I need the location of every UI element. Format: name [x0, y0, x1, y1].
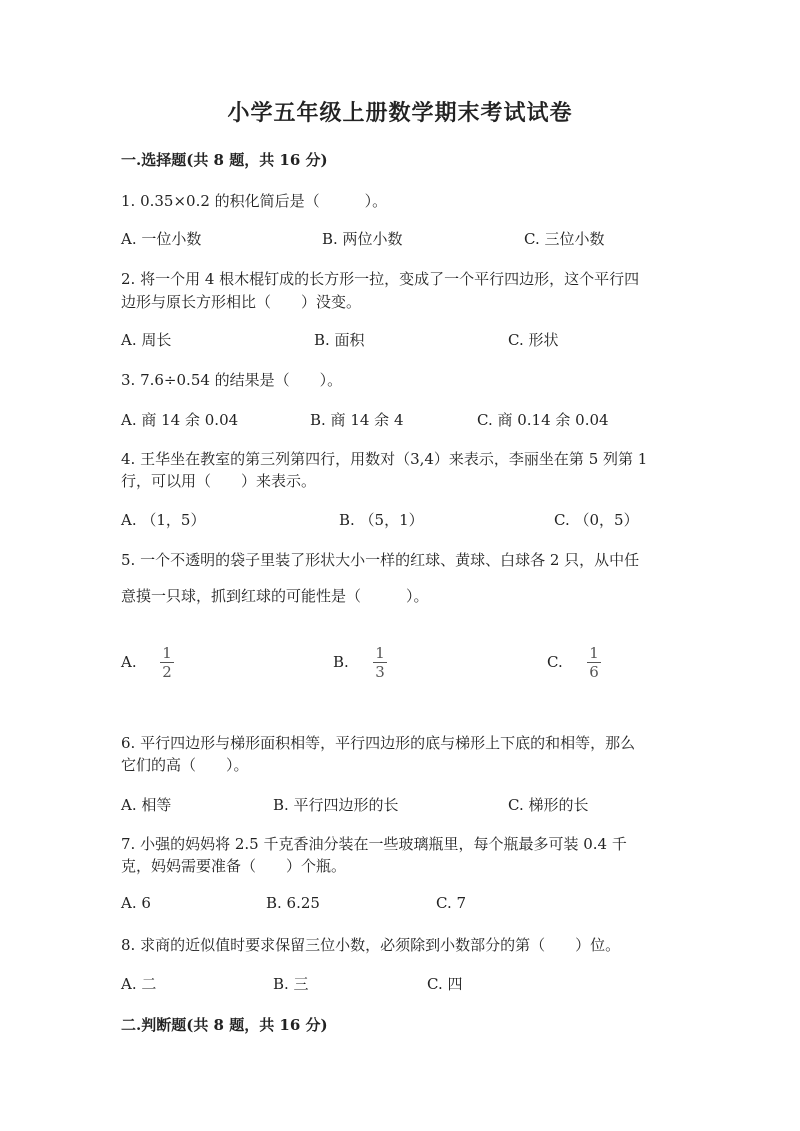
question-8-text: 8. 求商的近似值时要求保留三位小数，必须除到小数部分的第（ ）位。	[121, 936, 621, 954]
question-6-text-line2: 它们的高（ ）。	[121, 756, 249, 774]
question-5-option-a-fraction	[160, 645, 174, 680]
question-5-option-c-label: C.	[547, 653, 563, 671]
question-2-option-c: C. 形状	[508, 331, 559, 349]
section-heading-choice: 一.选择题(共 8 题，共 16 分)	[121, 151, 328, 169]
question-5-option-b-fraction	[373, 645, 387, 680]
question-2-option-b: B. 面积	[314, 331, 365, 349]
question-4-option-c: C. （0，5）	[554, 511, 639, 529]
fraction-denominator: 3	[375, 663, 385, 681]
question-1-text: 1. 0.35×0.2 的积化简后是（ ）。	[121, 192, 388, 210]
fraction-denominator: 6	[589, 663, 599, 681]
question-3-option-a: A. 商 14 余 0.04	[121, 411, 239, 429]
question-5-option-c-fraction	[587, 645, 601, 680]
question-8-option-c: C. 四	[427, 975, 463, 993]
question-7-option-a: A. 6	[121, 894, 151, 912]
question-5-option-a-label: A.	[121, 653, 137, 671]
question-2-text-line1: 2. 将一个用 4 根木棍钉成的长方形一拉，变成了一个平行四边形，这个平行四	[121, 270, 640, 288]
question-2-text-line2: 边形与原长方形相比（ ）没变。	[121, 293, 362, 311]
question-6-text-line1: 6. 平行四边形与梯形面积相等，平行四边形的底与梯形上下底的和相等，那么	[121, 734, 636, 752]
question-3-option-b: B. 商 14 余 4	[310, 411, 404, 429]
question-1-option-c: C. 三位小数	[524, 230, 605, 248]
question-6-option-b: B. 平行四边形的长	[273, 796, 399, 814]
question-7-option-b: B. 6.25	[266, 894, 320, 912]
question-4-option-b: B. （5，1）	[339, 511, 424, 529]
question-1-option-b: B. 两位小数	[322, 230, 403, 248]
question-7-text-line2: 克，妈妈需要准备（ ）个瓶。	[121, 857, 347, 875]
question-4-text-line2: 行，可以用（ ）来表示。	[121, 472, 317, 490]
question-3-option-c: C. 商 0.14 余 0.04	[477, 411, 609, 429]
question-7-option-c: C. 7	[436, 894, 467, 912]
fraction-numerator: 1	[160, 645, 174, 663]
question-6-option-c: C. 梯形的长	[508, 796, 589, 814]
question-5-text-line2: 意摸一只球，抓到红球的可能性是（ ）。	[121, 587, 429, 605]
question-3-text: 3. 7.6÷0.54 的结果是（ ）。	[121, 371, 343, 389]
page-title: 小学五年级上册数学期末考试试卷	[227, 100, 573, 126]
question-8-option-b: B. 三	[273, 975, 309, 993]
question-5-text-line1: 5. 一个不透明的袋子里装了形状大小一样的红球、黄球、白球各 2 只，从中任	[121, 551, 640, 569]
question-7-text-line1: 7. 小强的妈妈将 2.5 千克香油分装在一些玻璃瓶里，每个瓶最多可装 0.4 千	[121, 835, 627, 853]
section-heading-true-false: 二.判断题(共 8 题，共 16 分)	[121, 1016, 328, 1034]
fraction-denominator: 2	[162, 663, 172, 681]
fraction-numerator: 1	[373, 645, 387, 663]
question-5-option-b-label: B.	[333, 653, 349, 671]
question-4-text-line1: 4. 王华坐在教室的第三列第四行，用数对（3,4）来表示，李丽坐在第 5 列第 1	[121, 450, 648, 468]
question-8-option-a: A. 二	[121, 975, 157, 993]
question-2-option-a: A. 周长	[121, 331, 172, 349]
question-4-option-a: A. （1，5）	[121, 511, 206, 529]
fraction-numerator: 1	[587, 645, 601, 663]
question-6-option-a: A. 相等	[121, 796, 172, 814]
question-1-option-a: A. 一位小数	[121, 230, 202, 248]
